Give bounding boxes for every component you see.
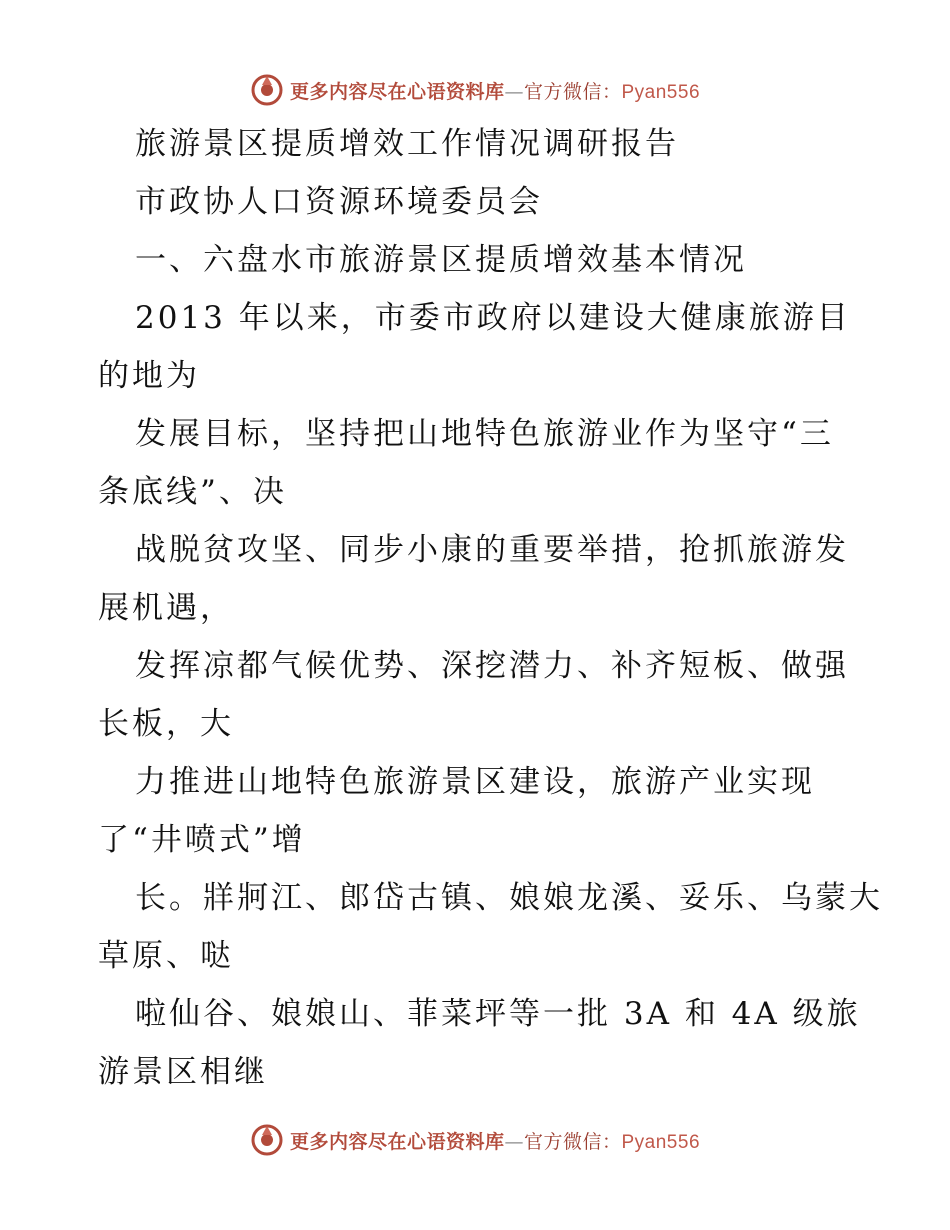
paragraph-line: 展机遇， xyxy=(98,590,234,626)
banner-official-label: 官方微信： xyxy=(523,1130,622,1153)
banner-main-text: 更多内容尽在心语资料库 xyxy=(289,1130,505,1153)
banner-text xyxy=(290,1127,700,1154)
logo-icon xyxy=(250,73,284,107)
paragraph-line: 2013 年以来，市委市政府以建设大健康旅游目 xyxy=(135,300,851,336)
banner-main-text: 更多内容尽在心语资料库 xyxy=(289,80,505,103)
paragraph-line: 长板，大 xyxy=(98,706,234,742)
paragraph-line: 游景区相继 xyxy=(98,1054,268,1090)
footer-banner xyxy=(0,1120,950,1160)
doc-author: 市政协人口资源环境委员会 xyxy=(135,184,543,220)
paragraph-line: 发挥凉都气候优势、深挖潜力、补齐短板、做强 xyxy=(135,648,849,684)
paragraph-line: 发展目标，坚持把山地特色旅游业作为坚守“三 xyxy=(135,416,834,452)
paragraph-line: 条底线”、决 xyxy=(98,474,287,510)
paragraph-line: 啦仙谷、娘娘山、菲菜坪等一批 3A 和 4A 级旅 xyxy=(135,996,861,1032)
banner-wechat-id: Pyan556 xyxy=(621,81,701,103)
banner-dash: — xyxy=(504,1130,524,1153)
doc-title: 旅游景区提质增效工作情况调研报告 xyxy=(135,126,679,162)
paragraph-line: 的地为 xyxy=(98,358,200,394)
paragraph-line: 长。牂牁江、郎岱古镇、娘娘龙溪、妥乐、乌蒙大 xyxy=(135,880,883,916)
paragraph-line: 草原、哒 xyxy=(98,938,234,974)
paragraph-line: 力推进山地特色旅游景区建设，旅游产业实现 xyxy=(135,764,815,800)
banner-official-label: 官方微信： xyxy=(523,80,622,103)
section-heading: 一、六盘水市旅游景区提质增效基本情况 xyxy=(135,242,747,278)
paragraph-line: 战脱贫攻坚、同步小康的重要举措，抢抓旅游发 xyxy=(135,532,849,568)
banner-text xyxy=(290,77,700,104)
header-banner xyxy=(0,70,950,110)
banner-wechat-id: Pyan556 xyxy=(621,1131,701,1153)
logo-icon xyxy=(250,1123,284,1157)
banner-dash: — xyxy=(504,80,524,103)
paragraph-line: 了“井喷式”增 xyxy=(98,822,306,858)
